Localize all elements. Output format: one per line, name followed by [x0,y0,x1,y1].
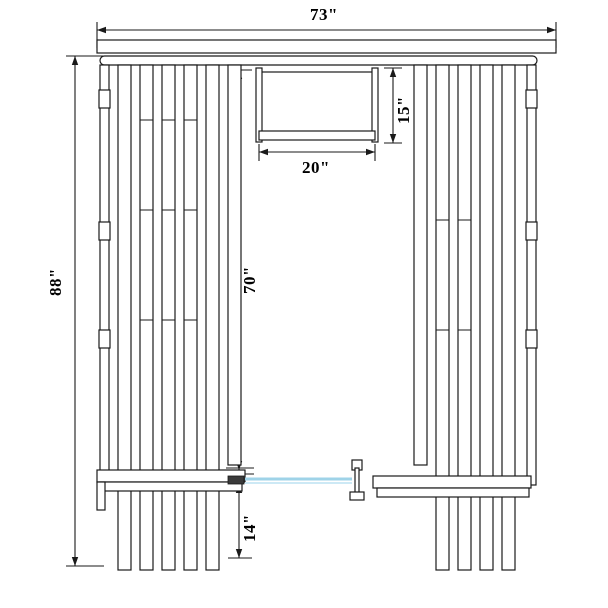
right-outer-stile [527,65,536,485]
left-bracket-mid [99,222,110,240]
center-bracket-foot [350,492,364,500]
dimension-label-overall-width: 73" [310,5,338,24]
left-slat-2 [140,65,153,570]
lower-left-endcap [97,482,105,510]
dimension-label-lower-height: 14" [239,514,259,542]
left-slat-3 [162,65,175,570]
dimension-label-upper-shelf-height: 15" [393,96,413,124]
dimension-label-hanging-height: 70" [239,266,259,294]
left-slat-5 [206,65,219,570]
left-slat-6 [228,65,241,465]
dimension-label-overall-height: 88" [45,268,65,296]
center-upper-shelf-box [259,72,375,138]
top-hang-bar [100,56,537,65]
dimension-label-upper-shelf-width: 20" [302,158,330,177]
left-bracket-upper [99,90,110,108]
rod-left-mount [228,476,244,484]
right-slat-1 [414,65,427,465]
right-bracket-mid [526,222,537,240]
left-outer-stile [100,65,109,485]
upper-box-shelf-board [259,131,375,140]
left-bracket-lower [99,330,110,348]
cabinet-structure [97,40,556,570]
lower-right-shelf [373,476,531,488]
lower-left-shelf-lip [100,482,242,491]
center-bracket-post [355,468,359,494]
right-bracket-lower [526,330,537,348]
top-rail [97,40,556,53]
left-slat-1 [118,65,131,570]
left-slat-4 [184,65,197,570]
lower-right-shelf-lip [377,488,529,497]
right-bracket-upper [526,90,537,108]
center-hanging-rod [245,479,352,483]
lower-left-shelf [97,470,245,482]
